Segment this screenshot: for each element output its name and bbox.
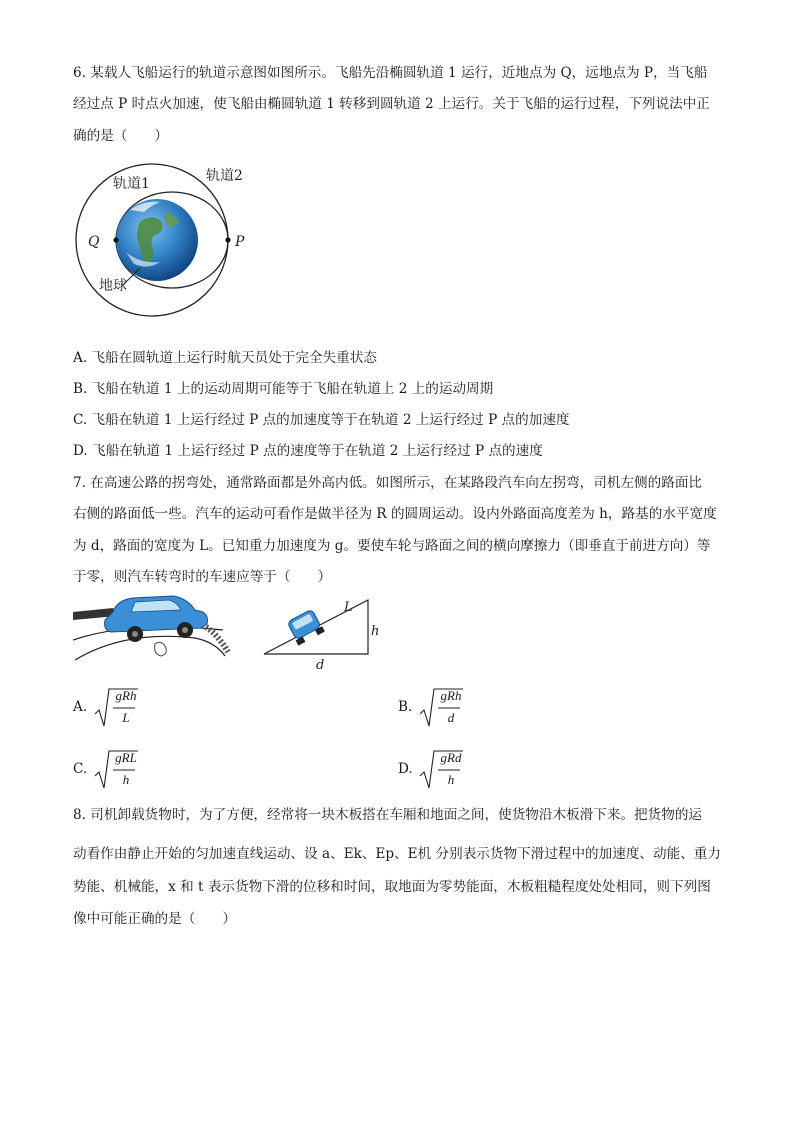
point-p-label: P	[235, 234, 245, 250]
orbit-diagram	[70, 160, 270, 330]
earth-icon	[116, 199, 198, 281]
q7-option-b-denominator: d	[447, 710, 455, 725]
orbit-1-label: 轨道1	[113, 176, 150, 192]
label-l: L	[344, 600, 353, 615]
q7-option-d-numerator: gRd	[440, 750, 462, 765]
q7-option-a-letter: A.	[73, 699, 88, 715]
label-d: d	[316, 658, 325, 672]
q7-option-c-numerator: gRL	[115, 750, 137, 765]
q7-option-d-denominator: h	[447, 772, 455, 787]
point-p-dot	[225, 237, 230, 242]
point-q-label: Q	[88, 234, 100, 250]
q6-option-b: B. 飞船在轨道 1 上的运动周期可能等于飞船在轨道上 2 上的运动周期	[73, 381, 494, 397]
label-h: h	[371, 624, 380, 639]
car-turning-illustration	[73, 592, 233, 664]
car-icon	[105, 596, 208, 642]
point-q-dot	[113, 237, 118, 242]
q7-option-a-numerator: gRh	[115, 688, 137, 703]
orbit-2-label: 轨道2	[206, 168, 243, 184]
q6-option-a: A. 飞船在圆轨道上运行时航天员处于完全失重状态	[73, 350, 377, 366]
q7-line-3: 为 d，路面的宽度为 L。已知重力加速度为 g。要使车轮与路面之间的横向摩擦力（即垂直于前进方向）等	[73, 538, 711, 554]
q6-option-c: C. 飞船在轨道 1 上运行经过 P 点的加速度等于在轨道 2 上运行经过 P 点的加速度	[73, 412, 570, 428]
q7-option-b-letter: B.	[398, 699, 413, 715]
q6-line-2: 经过点 P 时点火加速，使飞船由椭圆轨道 1 转移到圆轨道 2 上运行。关于飞船的运行过程，下列说法中正	[73, 96, 710, 112]
q7-option-b-numerator: gRh	[440, 688, 462, 703]
q7-option-c-denominator: h	[122, 772, 130, 787]
q8-line-2: 动看作由静止开始的匀加速直线运动、设 a、Ek、Ep、E机 分别表示货物下滑过程中的加速度、动能、重力	[73, 846, 721, 862]
q8-line-4: 像中可能正确的是（ ）	[73, 911, 237, 927]
q7-line-4: 于零，则汽车转弯时的车速应等于（ ）	[73, 569, 332, 585]
q6-line-1: 6. 某载人飞船运行的轨道示意图如图所示。飞船先沿椭圆轨道 1 运行，近地点为 Q，远地点为 P，当飞船	[73, 65, 708, 81]
q7-option-c-letter: C.	[73, 761, 88, 777]
q7-option-d-letter: D.	[398, 761, 413, 777]
q8-line-3: 势能、机械能，x 和 t 表示货物下滑的位移和时间，取地面为零势能面，木板粗糙程度处处相同，则下列图	[73, 879, 711, 895]
q6-line-3: 确的是（ ）	[73, 128, 169, 144]
earth-label: 地球	[99, 278, 127, 294]
q6-option-d: D. 飞船在轨道 1 上运行经过 P 点的速度等于在轨道 2 上运行经过 P 点的速度	[73, 443, 543, 459]
q7-line-2: 右侧的路面低一些。汽车的运动可看作是做半径为 R 的圆周运动。设内外路面高度差为 h，路基的水平宽度	[73, 506, 717, 522]
q7-line-1: 7. 在高速公路的拐弯处，通常路面都是外高内低。如图所示，在某路段汽车向左拐弯，司机左侧的路面比	[73, 475, 703, 491]
q7-option-a-denominator: L	[122, 710, 130, 725]
banked-road-diagram	[258, 592, 388, 672]
q8-line-1: 8. 司机卸载货物时，为了方便，经常将一块木板搭在车厢和地面之间，使货物沿木板滑下来。把货物的运	[73, 807, 703, 823]
